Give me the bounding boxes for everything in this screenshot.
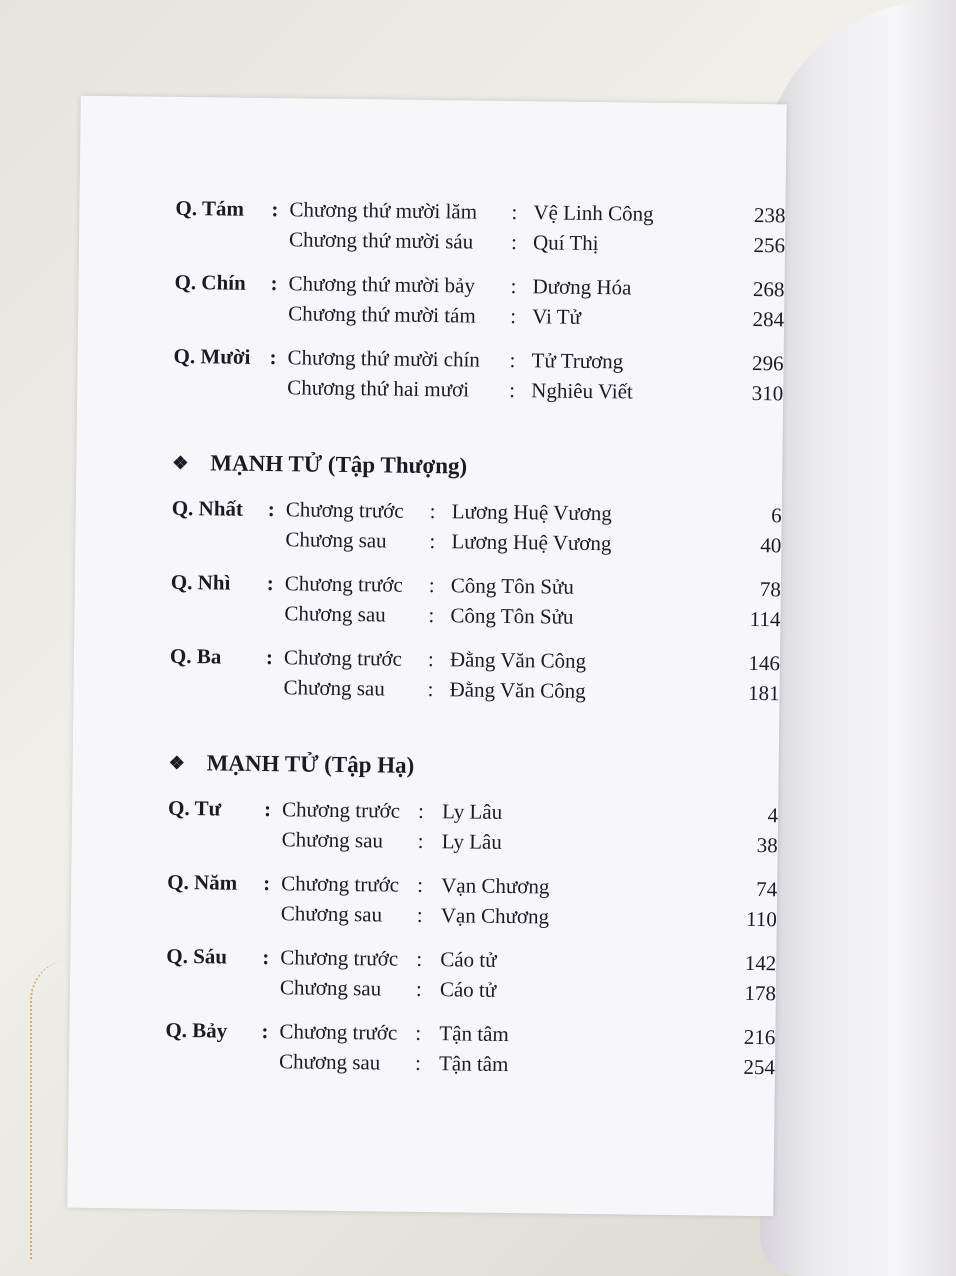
toc-row bbox=[170, 597, 780, 634]
chapter-title: Chương sau bbox=[279, 975, 382, 1001]
section-title: MẠNH TỬ (Tập Thượng) bbox=[210, 450, 468, 479]
page-number: 114 bbox=[749, 606, 781, 632]
toc-group bbox=[170, 567, 781, 634]
chapter-title: Chương trước bbox=[284, 571, 403, 597]
page-number: 256 bbox=[753, 232, 786, 258]
volume-label: Q. Chín bbox=[174, 269, 246, 295]
page-number: 4 bbox=[767, 803, 779, 828]
toc-group bbox=[171, 493, 782, 560]
toc-row bbox=[169, 671, 779, 708]
chapter-name: Dương Hóa bbox=[532, 274, 632, 300]
toc-row bbox=[175, 223, 785, 260]
volume-label: Q. Ba bbox=[169, 643, 222, 669]
chapter-title: Chương sau bbox=[284, 601, 386, 627]
chapter-title: Chương sau bbox=[283, 675, 385, 701]
toc-group bbox=[173, 341, 784, 408]
volume-label: Q. Nhất bbox=[171, 495, 244, 521]
toc-row bbox=[166, 971, 776, 1008]
chapter-name: Tử Trương bbox=[531, 348, 624, 374]
chapter-colon: : bbox=[510, 229, 518, 255]
section-2-groups bbox=[169, 493, 781, 708]
toc-row bbox=[165, 1045, 775, 1082]
table-of-contents bbox=[165, 193, 786, 1096]
chapter-colon: : bbox=[415, 976, 422, 1001]
page-number: 268 bbox=[752, 276, 785, 302]
chapter-name: Ly Lâu bbox=[441, 829, 502, 854]
toc-group bbox=[174, 267, 785, 334]
page-number: 142 bbox=[744, 950, 777, 976]
chapter-title: Chương trước bbox=[285, 497, 404, 523]
label-colon: : bbox=[265, 645, 274, 670]
chapter-title: Chương trước bbox=[280, 945, 399, 971]
chapter-colon: : bbox=[509, 347, 516, 373]
chapter-colon: : bbox=[509, 377, 516, 403]
chapter-colon: : bbox=[417, 798, 425, 823]
chapter-title: Chương sau bbox=[285, 527, 387, 553]
toc-group bbox=[175, 193, 786, 260]
chapter-colon: : bbox=[428, 573, 435, 598]
toc-group bbox=[169, 641, 780, 708]
section-tap-ha bbox=[165, 793, 778, 1082]
page-number: 38 bbox=[756, 833, 778, 858]
label-colon: : bbox=[263, 871, 271, 896]
toc-row bbox=[173, 371, 783, 408]
chapter-colon: : bbox=[427, 677, 434, 702]
chapter-name: Vạn Chương bbox=[441, 873, 550, 899]
chapter-name: Vi Tử bbox=[532, 304, 582, 329]
chapter-name: Lương Huệ Vương bbox=[451, 529, 612, 556]
page-number: 284 bbox=[752, 306, 785, 332]
label-colon: : bbox=[270, 271, 278, 296]
chapter-colon: : bbox=[510, 273, 517, 299]
chapter-name: Cáo tử bbox=[440, 947, 497, 972]
chapter-title: Chương thứ mười tám bbox=[288, 301, 476, 328]
toc-group bbox=[166, 941, 777, 1008]
volume-label: Q. Năm bbox=[167, 869, 238, 895]
section-heading-tap-thuong bbox=[172, 443, 782, 490]
volume-label: Q. Tám bbox=[175, 195, 245, 221]
page-number: 216 bbox=[743, 1024, 776, 1050]
chapter-name: Vệ Linh Công bbox=[533, 200, 654, 226]
chapter-name: Vạn Chương bbox=[440, 903, 550, 929]
chapter-title: Chương trước bbox=[279, 1019, 398, 1045]
toc-row bbox=[168, 823, 778, 860]
chapter-name: Quí Thị bbox=[532, 230, 599, 256]
book-page bbox=[67, 96, 787, 1217]
label-colon: : bbox=[271, 197, 279, 222]
chapter-name: Công Tôn Sửu bbox=[450, 603, 574, 629]
toc-group bbox=[165, 1015, 776, 1082]
chapter-colon: : bbox=[414, 1050, 422, 1075]
chapter-name: Tận tâm bbox=[438, 1051, 509, 1077]
chapter-colon: : bbox=[429, 499, 436, 524]
chapter-colon: : bbox=[510, 303, 517, 329]
page-number: 40 bbox=[760, 533, 782, 558]
chapter-title: Chương thứ mười sáu bbox=[288, 227, 474, 254]
gold-chain-decoration bbox=[30, 960, 72, 1260]
volume-label: Q. Sáu bbox=[166, 943, 228, 969]
label-colon: : bbox=[266, 571, 275, 596]
section-3-groups bbox=[165, 793, 778, 1082]
chapter-colon: : bbox=[427, 647, 434, 672]
chapter-title: Chương thứ mười bảy bbox=[288, 271, 476, 298]
toc-row bbox=[167, 897, 777, 934]
diamond-bullet-icon: ❖ bbox=[172, 452, 189, 474]
chapter-colon: : bbox=[429, 529, 436, 554]
chapter-colon: : bbox=[415, 1020, 422, 1045]
volume-label: Q. Nhì bbox=[170, 569, 231, 595]
volume-label: Q. Mười bbox=[173, 343, 251, 369]
label-colon: : bbox=[263, 797, 272, 822]
page-number: 78 bbox=[759, 577, 781, 602]
section-heading-tap-ha bbox=[168, 743, 778, 790]
chapter-name: Ly Lâu bbox=[441, 799, 503, 824]
label-colon: : bbox=[267, 497, 275, 522]
volume-label: Q. Tư bbox=[167, 795, 222, 821]
section-title: MẠNH TỬ (Tập Hạ) bbox=[206, 750, 415, 778]
section-tap-thuong bbox=[169, 493, 781, 708]
chapter-colon: : bbox=[416, 902, 423, 927]
chapter-title: Chương thứ mười chín bbox=[287, 345, 481, 372]
chapter-name: Đằng Văn Công bbox=[449, 677, 586, 703]
chapter-name: Đằng Văn Công bbox=[449, 647, 587, 673]
toc-group bbox=[168, 793, 779, 860]
page-number: 178 bbox=[744, 980, 777, 1006]
page-number: 110 bbox=[745, 906, 777, 932]
chapter-title: Chương trước bbox=[281, 797, 401, 823]
chapter-name: Nghiêu Viết bbox=[531, 378, 633, 404]
chapter-title: Chương sau bbox=[281, 827, 384, 853]
chapter-colon: : bbox=[428, 603, 435, 628]
label-colon: : bbox=[269, 345, 277, 370]
label-colon: : bbox=[261, 1019, 269, 1044]
chapter-colon: : bbox=[511, 199, 518, 225]
section-luan-ngu-continued bbox=[173, 193, 785, 408]
chapter-title: Chương thứ mười lăm bbox=[289, 197, 478, 224]
chapter-colon: : bbox=[416, 946, 423, 971]
toc-group bbox=[167, 867, 778, 934]
chapter-name: Lương Huệ Vương bbox=[451, 499, 612, 526]
page-number: 296 bbox=[751, 350, 784, 376]
label-colon: : bbox=[262, 945, 270, 970]
chapter-colon: : bbox=[417, 828, 424, 853]
page-number: 74 bbox=[756, 877, 778, 902]
chapter-title: Chương trước bbox=[281, 871, 400, 897]
section-1-groups bbox=[173, 193, 785, 408]
chapter-name: Tận tâm bbox=[439, 1021, 509, 1047]
chapter-title: Chương sau bbox=[278, 1049, 381, 1075]
chapter-title: Chương sau bbox=[280, 901, 383, 927]
next-page-edge bbox=[760, 0, 956, 1276]
volume-label: Q. Bảy bbox=[165, 1017, 228, 1043]
chapter-name: Công Tôn Sửu bbox=[450, 573, 575, 599]
toc-row bbox=[171, 523, 781, 560]
diamond-bullet-icon: ❖ bbox=[168, 752, 185, 774]
page-number: 238 bbox=[753, 202, 786, 228]
chapter-name: Cáo tử bbox=[439, 977, 497, 1002]
toc-row bbox=[174, 297, 784, 334]
page-number: 146 bbox=[748, 650, 781, 676]
page-number: 6 bbox=[771, 503, 782, 528]
chapter-colon: : bbox=[417, 872, 424, 897]
chapter-title: Chương trước bbox=[283, 645, 403, 671]
page-number: 254 bbox=[743, 1054, 776, 1080]
page-number: 310 bbox=[751, 380, 784, 406]
page-number: 181 bbox=[747, 680, 780, 706]
chapter-title: Chương thứ hai mươi bbox=[287, 375, 470, 402]
